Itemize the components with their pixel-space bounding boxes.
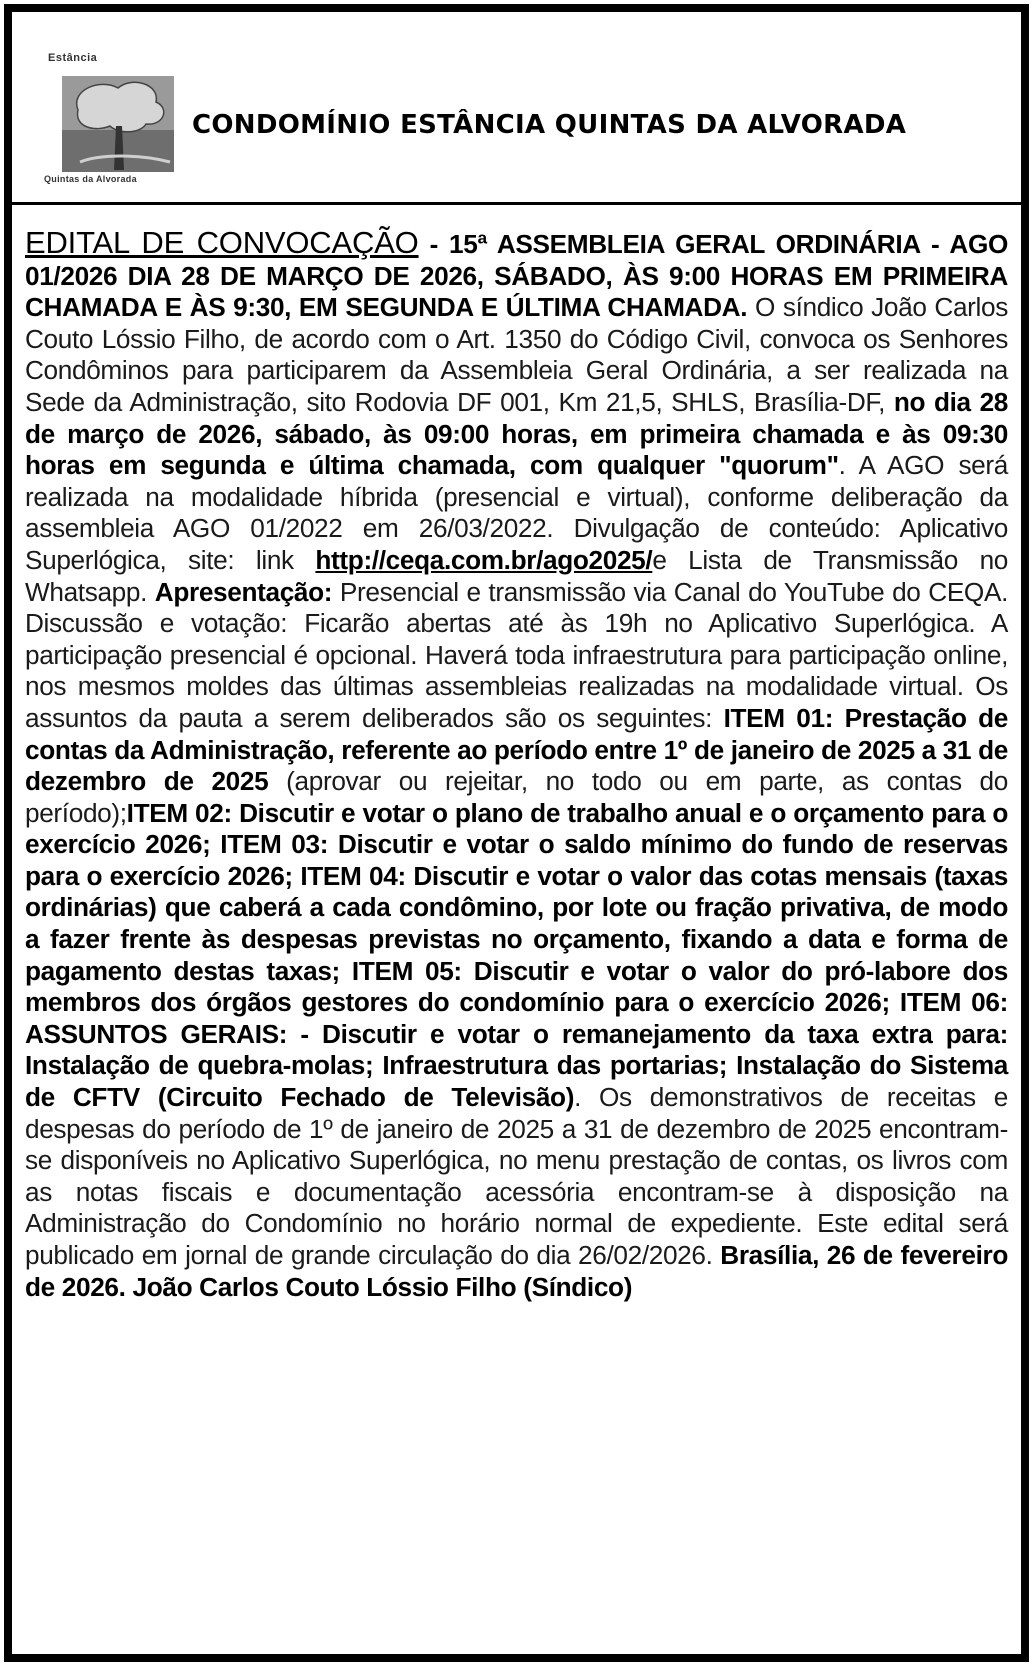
signature-line: Brasília, 26 de fevereiro de 2026. João Carlos Couto Lóssio Filho (Síndico) [25,1240,1008,1302]
notice-body [25,227,1008,1303]
logo-top-text: Estância [48,52,98,64]
notice-title: EDITAL DE CONVOCAÇÃO [25,225,419,260]
items-02-06: ITEM 02: Discutir e votar o plano de trabalho anual e o orçamento para o exercício 2026; ITEM 03: Discutir e votar o saldo mínimo do fundo de reservas para o exercício 2026; ITEM 04: Discutir e votar o valor das cotas mensais (taxas ordinárias) que caberá a cada condômino, por lote ou fração privativa, de modo a fazer frente às despesas previstas no orçamento, fixando a data e forma de pagamento destas taxas; ITEM 05: Discutir e votar o valor do pró-labore dos membros dos órgãos gestores do condomínio para o exercício 2026; ITEM 06: ASSUNTOS GERAIS: - Discutir e votar o remanejamento da taxa extra para: Instalação de quebra-molas; Infraestrutura das portarias; Instalação do Sistema de CFTV (Circuito Fechado de Televisão) [25,797,1008,1113]
header [12,12,1021,205]
notice-text-6: . Os demonstrativos de receitas e despesas do período de 1º de janeiro de 2025 a 31 de dezembro de 2025 encontram-se disponíveis no Aplicativo Superlógica, no menu prestação de contas, os livros com as notas fiscais e documentação acessória encontram-se à disposição na Administração do Condomínio no horário normal de expediente. Este edital será publicado em jornal de grande circulação do dia 26/02/2026. [25,1082,1008,1270]
org-name: CONDOMÍNIO ESTÂNCIA QUINTAS DA ALVORADA [192,110,907,140]
notice-text-4: Presencial e transmissão via Canal do YouTube do CEQA. Discussão e votação: Ficarão abertas até às 19h no Aplicativo Superlógica. A participação presencial é opcional. Haverá toda infraestrutura para participação online, nos mesmos moldes das últimas assembleias realizadas na modalidade virtual. Os assuntos da pauta a serem deliberados são os seguintes: [25,576,1008,733]
notice-date-bold: no dia 28 de março de 2026, sábado, às 09:00 horas, em primeira chamada e às 09:30 horas em segunda e última chamada, com qualquer "quorum" [25,386,1009,481]
ago-link[interactable]: http://ceqa.com.br/ago2025/ [315,544,653,575]
notice-text-2: . A AGO será realizada na modalidade híbrida (presencial e virtual), conforme deliberação da assembleia AGO 01/2022 em 26/03/2022. Divulgação de conteúdo: Aplicativo Superlógica, site: link [25,450,1008,575]
notice-headline: - 15ª ASSEMBLEIA GERAL ORDINÁRIA - AGO 01/2026 DIA 28 DE MARÇO DE 2026, SÁBADO, ÀS 9:00 HORAS EM PRIMEIRA CHAMADA E ÀS 9:30, EM SEGUNDA E ÚLTIMA CHAMADA. [25,229,1008,323]
notice-text-5: (aprovar ou rejeitar, no todo ou em parte, as contas do período); [25,766,1008,828]
logo-bottom-text: Quintas da Alvorada [44,174,137,184]
tree-logo-icon [60,70,180,174]
presentation-label: Apresentação: [154,576,333,607]
notice-frame [4,4,1029,1662]
notice-text-1: O síndico João Carlos Couto Lóssio Filho, de acordo com o Art. 1350 do Código Civil, convoca os Senhores Condôminos para participarem da Assembleia Geral Ordinária, a ser realizada na Sede da Administração, sito Rodovia DF 001, Km 21,5, SHLS, Brasília-DF, [25,292,1008,417]
notice-text-3: e Lista de Transmissão no Whatsapp. [25,544,1009,607]
condo-logo [40,52,190,192]
item-01: ITEM 01: Prestação de contas da Administração, referente ao período entre 1º de janeiro de 2025 a 31 de dezembro de 2025 [25,702,1009,797]
